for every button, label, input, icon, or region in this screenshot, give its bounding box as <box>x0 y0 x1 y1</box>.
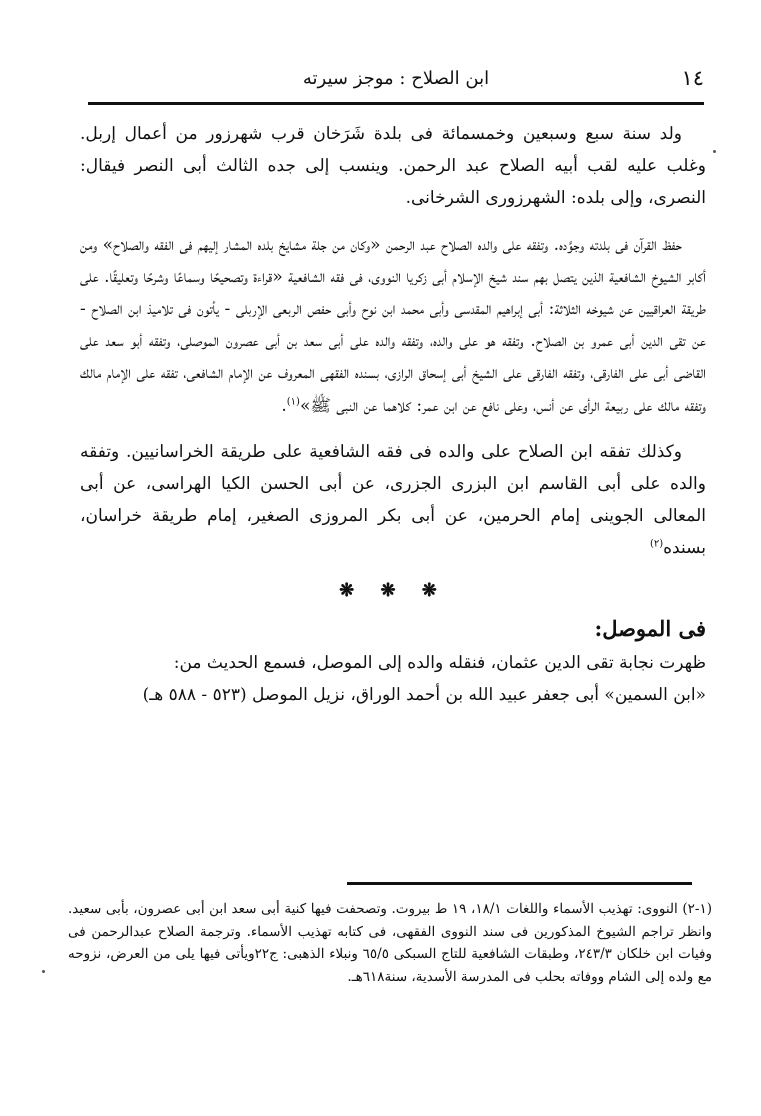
footnote-rule <box>347 882 692 885</box>
section-line-2: «ابن السمين» أبى جعفر عبيد الله بن أحمد الوراق، نزيل الموصل (٥٢٣ - ٥٨٨ هـ) <box>142 684 706 705</box>
paragraph-khurasan <box>80 436 706 565</box>
footnote: (١-٢) النووى: تهذيب الأسماء واللغات ١٨/١، ١٩ ط بيروت. وتصحفت فيها كنية أبى سعد ابن أبى عصرون، بأبى سعيد. وانظر تراجم الشيوخ المذكورين فى سند النووى الفقهى، فى كتابه تهذيب الأسماء. وترجمة الصلاح عبدالرحمن فى وفيات ابن خلكان ٢٤٣/٣، وطبقات الشافعية للتاج السبكى ٦٥/٥ ونبلاء الذهبى: ج٢٢ويأتى فيها يلى من العرض، نزوحه مع ولده إلى الشام ووفاته بحلب فى المدرسة الأسدية، سنة٦١٨هـ. <box>68 901 712 985</box>
paragraph-birth: ولد سنة سبع وسبعين وخمسمائة فى بلدة شَرَخان قرب شهرزور من أعمال إربل. وغلب عليه لقب أبيه الصلاح عبد الرحمن. وينسب إلى جده الثالث أبى النصر فيقال: النصرى، وإلى بلده: الشهرزورى الشرخانى. <box>80 124 706 209</box>
paragraph-gap <box>80 215 706 229</box>
footnote-ref-1: (١) <box>286 395 300 407</box>
header-rule <box>88 102 704 105</box>
page-header <box>88 66 704 96</box>
running-title: ابن الصلاح : موجز سيرته <box>302 68 490 89</box>
page-number: ١٤ <box>681 66 704 90</box>
paragraph-education-text: حفظ القرآن فى بلدته وجوَّده. وتفقه على والده الصلاح عبد الرحمن «وكان من جلة مشايخ بلده المشار إليهم فى الفقه والصلاح» ومن أكابر الشيوخ الشافعية الذين يتصل بهم سند شيخ الإسلام أبى زكريا النووى، فى فقه الشافعية «قراءة وتصحيحًا وسماعًا وشرحًا وتعليقًا. على طريقة العراقيين عن شيوخه الثلاثة: أبى إبراهيم المقدسى وأبى محمد ابن نوح وأبى حفص الربعى الإربلى - يأتون فى تلاميذ ابن الصلاح - عن تقى الدين أبى عمرو بن الصلاح. وتفقه هو على والده، وتفقه والده على أبى سعد بن أبى عصرون الموصلى، وتفقه أبو سعد على القاضى أبى على الفارقى، وتفقه الفارقى على الشيخ أبى إسحاق الرازى، بسنده الفقهى المعروف عن الإمام الشافعى، تفقه على الإمام مالك وتفقه مالك على ربيعة الرأى عن أنس، وعلى نافع عن ابن عمر: كلاهما عن النبى ﷺ» <box>80 234 706 416</box>
paragraph-khurasan-text: وكذلك تفقه ابن الصلاح على والده فى فقه الشافعية على طريقة الخراسانيين. وتفقه والده على أبى القاسم ابن البزرى الجزرى، عن أبى الحسن الكيا الهراسى، عن أبى المعالى الجوينى إمام الحرمين، عن أبى بكر المروزى الصغير، إمام طريقة خراسان، بسنده <box>80 441 706 559</box>
paragraph-end-mark: . <box>281 395 287 416</box>
section-line-1: ظهرت نجابة تقى الدين عثمان، فنقله والده إلى الموصل، فسمع الحديث من: <box>173 652 706 673</box>
section-heading: فى الموصل: <box>594 615 706 641</box>
scan-speck <box>713 150 716 153</box>
section-separator: ❋ ❋ ❋ <box>339 579 447 601</box>
main-text <box>80 118 706 711</box>
scan-speck <box>42 970 45 973</box>
paragraph-education <box>80 229 706 422</box>
footnote-ref-2: (٢) <box>649 538 664 550</box>
paragraph-gap <box>80 422 706 436</box>
